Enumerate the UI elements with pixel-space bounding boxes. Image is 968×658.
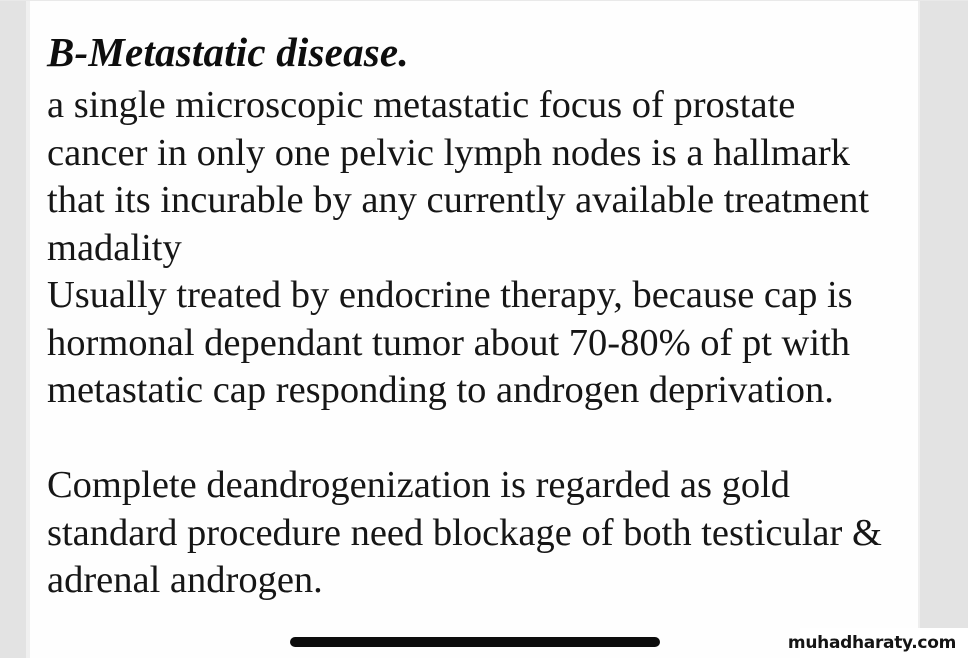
paragraph <box>47 462 907 605</box>
text-line: hormonal dependant tumor about 70-80% of pt with <box>47 321 850 364</box>
watermark-badge <box>787 628 968 658</box>
page-title: B-Metastatic disease. <box>47 29 409 75</box>
text-line: adrenal androgen. <box>47 559 323 601</box>
text-line: Usually treated by endocrine therapy, because cap is <box>47 274 853 316</box>
text-line: madality <box>47 226 182 269</box>
text-line: standard procedure need blockage of both testicular & <box>47 511 882 554</box>
text-line: Complete deandrogenization is regarded as gold <box>47 464 791 506</box>
left-margin-gutter <box>0 1 30 658</box>
paragraph <box>47 82 907 272</box>
watermark-site-label: muhadharaty.com <box>787 633 956 653</box>
text-line: that its incurable by any currently available treatment <box>47 179 870 221</box>
text-line: cancer in only one pelvic lymph nodes is a hallmark <box>47 131 850 174</box>
slide-content <box>47 23 907 605</box>
paragraph <box>47 272 907 415</box>
right-margin-gutter <box>918 1 968 658</box>
paragraphs <box>47 82 907 605</box>
text-line: metastatic cap responding to androgen deprivation. <box>47 369 834 411</box>
divider-bar <box>290 637 660 647</box>
text-line: a single microscopic metastatic focus of prostate <box>47 84 796 126</box>
